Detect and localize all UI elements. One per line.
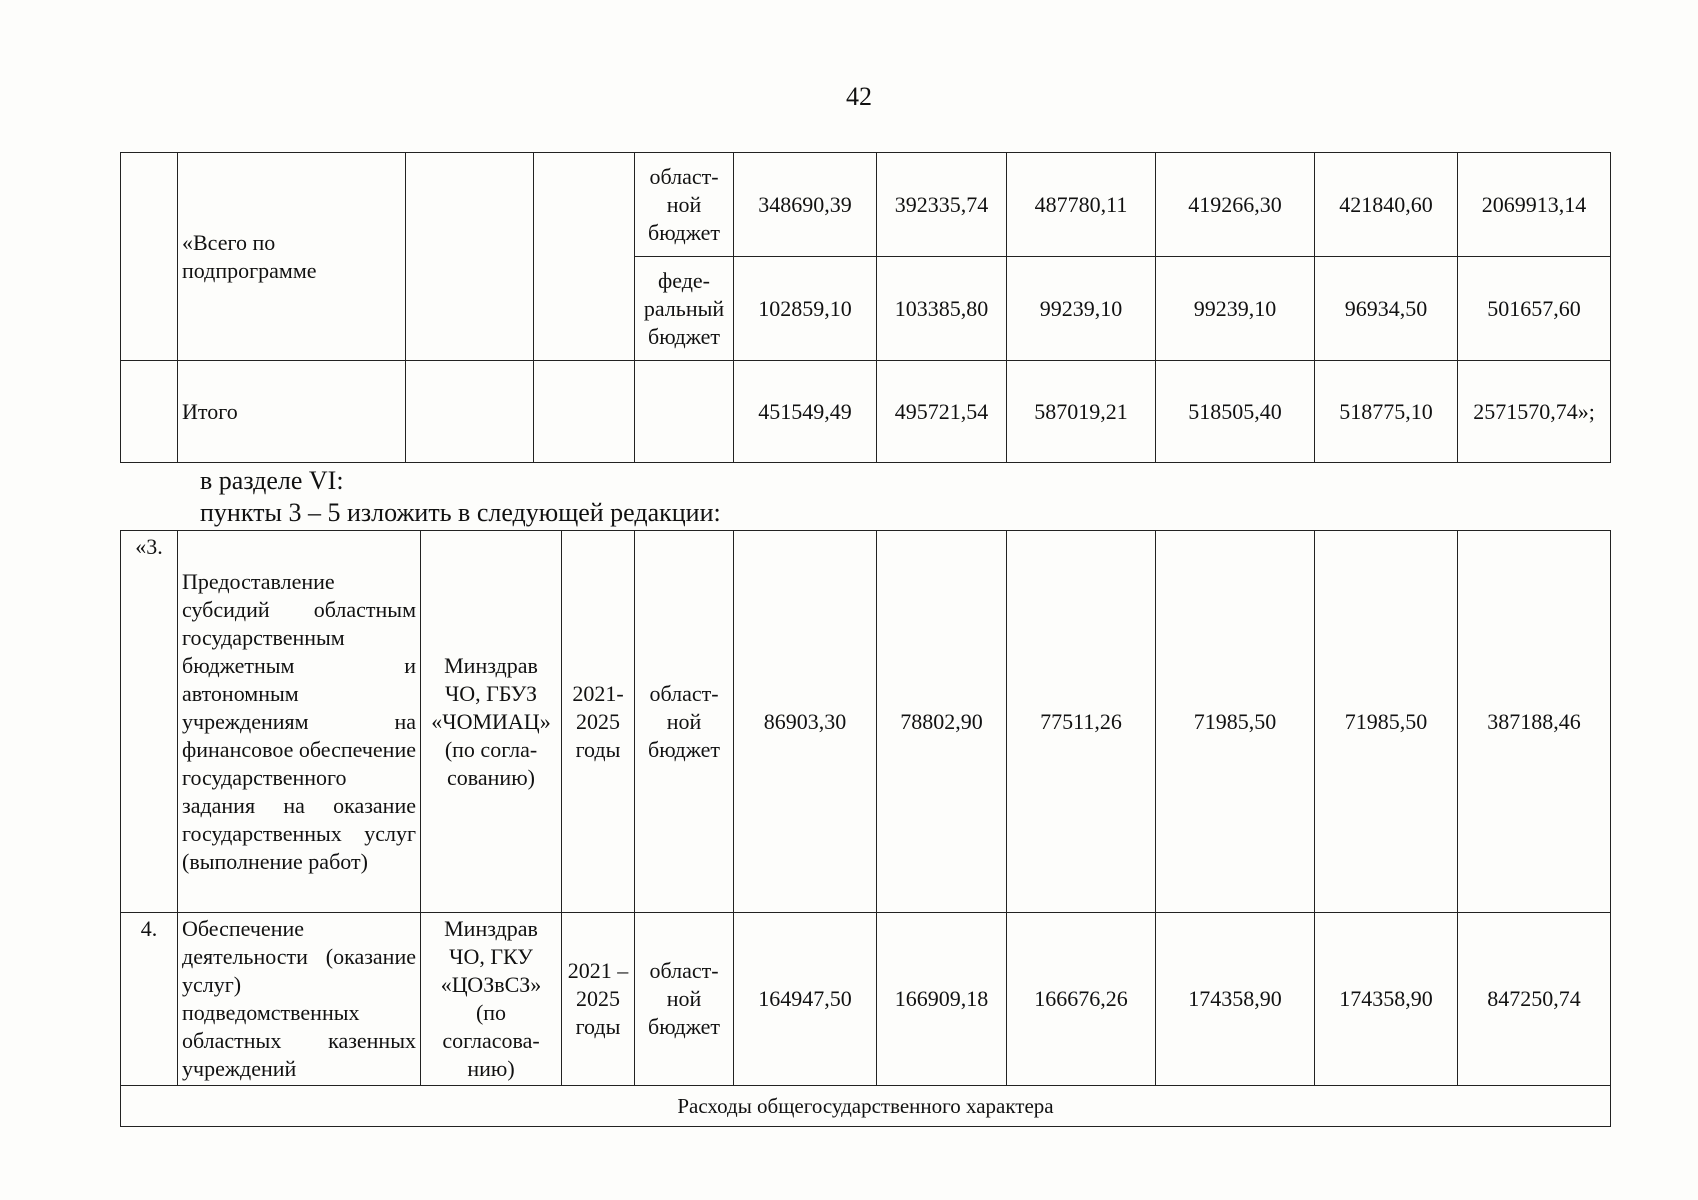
budget-source xyxy=(635,361,734,463)
value-cell: 421840,60 xyxy=(1315,153,1458,257)
activity-name: Обеспечение деятельности (оказание услуг) подведомственных областных казенных учреждений xyxy=(178,913,421,1086)
period: 2021 – 2025 годы xyxy=(562,913,635,1086)
value-cell: 166909,18 xyxy=(877,913,1007,1086)
value-cell: 103385,80 xyxy=(877,257,1007,361)
period-cell xyxy=(534,361,635,463)
section-footer-row xyxy=(121,1086,1611,1127)
period: 2021-2025 годы xyxy=(562,531,635,913)
value-cell: 419266,30 xyxy=(1156,153,1315,257)
number-cell xyxy=(121,153,178,361)
value-cell: 387188,46 xyxy=(1458,531,1611,913)
value-cell: 518775,10 xyxy=(1315,361,1458,463)
row-number: 4. xyxy=(121,913,178,1086)
period-cell xyxy=(534,153,635,361)
value-cell: 501657,60 xyxy=(1458,257,1611,361)
value-cell: 78802,90 xyxy=(877,531,1007,913)
instruction-text: пункты 3 – 5 изложить в следующей редакции: xyxy=(200,498,721,527)
section-heading: в разделе VI: xyxy=(200,466,344,495)
row-number: «3. xyxy=(121,531,178,913)
page-number: 42 xyxy=(846,82,872,111)
activity-name: Предоставление субсидий областным государственным бюджетным и автономным учреждениям на финансовое обеспечение государственного задания на оказание государственных услуг (выполнение работ) xyxy=(178,531,421,913)
budget-source: област-ной бюджет xyxy=(635,913,734,1086)
value-cell: 77511,26 xyxy=(1007,531,1156,913)
value-cell: 71985,50 xyxy=(1315,531,1458,913)
itogo-row xyxy=(121,361,1611,463)
value-cell: 166676,26 xyxy=(1007,913,1156,1086)
budget-source: феде-ральный бюджет xyxy=(635,257,734,361)
value-cell: 2069913,14 xyxy=(1458,153,1611,257)
executor: Минздрав ЧО, ГКУ «ЦОЗвСЗ» (по согласова-нию) xyxy=(421,913,562,1086)
section-footer: Расходы общегосударственного характера xyxy=(121,1086,1611,1127)
budget-source: област-ной бюджет xyxy=(635,153,734,257)
value-cell: 495721,54 xyxy=(877,361,1007,463)
value-cell: 174358,90 xyxy=(1315,913,1458,1086)
table-row xyxy=(121,531,1611,913)
subprogram-total-table xyxy=(120,152,1611,463)
value-cell: 518505,40 xyxy=(1156,361,1315,463)
value-cell: 451549,49 xyxy=(734,361,877,463)
value-cell: 86903,30 xyxy=(734,531,877,913)
regional-budget-row xyxy=(121,153,1611,257)
budget-source: област-ной бюджет xyxy=(635,531,734,913)
value-cell: 392335,74 xyxy=(877,153,1007,257)
itogo-label: Итого xyxy=(178,361,406,463)
total-label: «Всего по подпрограмме xyxy=(178,153,406,361)
executor-cell xyxy=(406,361,534,463)
value-cell: 99239,10 xyxy=(1156,257,1315,361)
value-cell: 96934,50 xyxy=(1315,257,1458,361)
number-cell xyxy=(121,361,178,463)
value-cell: 2571570,74»; xyxy=(1458,361,1611,463)
executor-cell xyxy=(406,153,534,361)
value-cell: 164947,50 xyxy=(734,913,877,1086)
value-cell: 174358,90 xyxy=(1156,913,1315,1086)
value-cell: 71985,50 xyxy=(1156,531,1315,913)
activities-table xyxy=(120,530,1611,1127)
value-cell: 102859,10 xyxy=(734,257,877,361)
value-cell: 99239,10 xyxy=(1007,257,1156,361)
value-cell: 348690,39 xyxy=(734,153,877,257)
value-cell: 847250,74 xyxy=(1458,913,1611,1086)
value-cell: 587019,21 xyxy=(1007,361,1156,463)
value-cell: 487780,11 xyxy=(1007,153,1156,257)
table-row xyxy=(121,913,1611,1086)
executor: Минздрав ЧО, ГБУЗ «ЧОМИАЦ» (по согла-сованию) xyxy=(421,531,562,913)
